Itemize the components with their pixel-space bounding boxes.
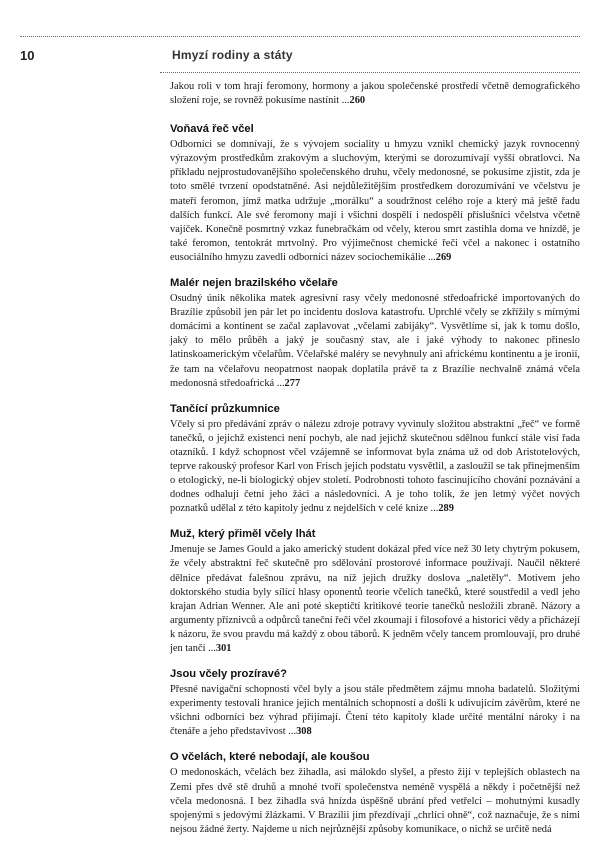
header-dotted-rule: [160, 72, 580, 73]
section-heading: Voňavá řeč včel: [170, 123, 254, 136]
section-text: Přesné navigační schopnosti včel byly a jsou stále předmětem zájmu mnoha badatelů. Složitými experimenty testovali hranice jejich mentálních schopností a došli k udivujícím závěrům, které ne všichni odborníci bez výhrad přijímají. Čtení této kapitoly klade určité mentální nároky i na čtenáře a jeho představivost ...: [170, 684, 580, 738]
section-paragraph: [170, 766, 580, 836]
section-text: Osudný únik několika matek agresivní rasy včely medonosné středoafrické importovaných do Brazílie způsobil jen pár let po incidentu doslova katastrofu. Uprchlé včely se zkřížily s mírnými domácími a kontinent se začal zaplavovat „včelami zabijáky“. Vysvětlíme si, jak k tomu došlo, jaký to mělo průběh a jaký je současný stav, ale i jaké výhody to nakonec přineslo latinskoamerickým včelařům. Včelařské maléry se nevyhnuly ani africkému kontinentu a je ironií, že tam na včelařovu neopatrnost naopak doplatila právě ta z Brazílie nechvalně známá včela medonosná středoafrická ...: [170, 293, 580, 389]
top-dotted-rule: [20, 36, 580, 37]
section-paragraph: [170, 418, 580, 517]
section-paragraph: [170, 292, 580, 391]
table-of-contents-body: [170, 80, 580, 848]
section-text: O medonoskách, včelách bez žihadla, asi málokdo slyšel, a přesto žijí v teplejších oblastech na Zemi přes dvě stě druhů a mnohé tvoří společenstva neméně vyspělá a někdy i početnější než včela medonosná. I bez žihadla svá hnízda úspěšně ubrání před vetřelci – mohutnými kusadly spojenými s jedovými žlázkami. V Brazílii jim přezdívají „chrlíci ohně“, což naznačuje, že s nimi nejsou žádné žerty. Najdeme u nich nejrůznější způsoby komunikace, o nichž se určitě nedá: [170, 767, 580, 835]
section-heading: O včelách, které nebodají, ale koušou: [170, 751, 370, 764]
section-muz-ktery-primel-vcely-lhat: [170, 527, 580, 656]
section-vonava-rec-vcel: [170, 122, 580, 265]
section-paragraph: [170, 138, 580, 265]
section-page-ref: 289: [438, 503, 454, 515]
page-number: 10: [20, 48, 35, 63]
section-page-ref: 301: [215, 643, 232, 654]
section-heading: Malér nejen brazilského včelaře: [170, 277, 338, 290]
section-heading: Tančící průzkumnice: [170, 402, 280, 415]
page-header: [20, 48, 580, 68]
section-text: Jmenuje se James Gould a jako americký student dokázal před více než 30 lety chytrým pokusem, že včely abstraktní řeč skutečně pro sdělování prostorové informace používají. Naučil některé dělnice předávat falešnou zprávu, na níž jejich družky doslova „naletěly“. Motivem jeho doktorského studia byly sílící hlasy oponentů teorie včelích tanečků, které soustředil a vedl jeho krajan Adrian Wenner. Ale ani poté skeptičtí kritikové teorie tanečků nesložili zbraně. Názory a argumenty příznivců a odpůrců taneční řeči včel zkoumají i filosofové a historici vědy a přicházejí k názoru, že svou pravdu má každý z obou táborů. K jedněm včely tancem promlouvají, pro druhé jen tančí ...: [170, 544, 580, 654]
section-jsou-vcely-prozirave: [170, 667, 580, 739]
section-page-ref: 308: [296, 726, 312, 738]
section-maler-brazilskeho-vcelare: [170, 276, 580, 391]
section-text: Odborníci se domnívají, že s vývojem sociality u hmyzu vznikl chemický jazyk rovnocenný výrazovým prostředkům zrakovým a sluchovým, kterými se dorozumívají vyšší obratlovci. Na příkladu nejprostudovanějšího společenského druhu, včely medonosné, se pokusíme zjistit, zda je toto smělé tvrzení opodstatněné. Asi nejdůležitějším prostředkem dorozumívání ve včelstvu je mateří feromon, jímž matka udržuje „morálku“ a soudržnost celého roje a který má ještě řadu dalších funkcí. Ale své feromony mají i všichni dospělí i nedospělí příslušníci včelstva včetně vajíček. Konečně posmrtný vzkaz funebračkám od včely, kterou smrt zastihla doma ve hnízdě, je také feromon, tentokrát mrtvolný. Pro výjimečnost chemické řeči včel a nakonec i ostatního eusociálního hmyzu zavedli odborníci název sociochemikálie ...: [170, 139, 580, 263]
section-page-ref: 277: [284, 377, 301, 389]
section-page-ref: 269: [435, 251, 452, 263]
section-tancici-pruzkumnice: [170, 402, 580, 517]
section-heading: Muž, který přiměl včely lhát: [170, 528, 316, 541]
section-text: Včely si pro předávání zpráv o nálezu zdroje potravy vyvinuly složitou abstraktní „řeč“ ve formě tanečků, o jejichž existenci není pochyb, ale nad jejichž skutečnou sdělnou funkcí stále visí řada otazníků. I když schopnost včel vzájemně se informovat byla známa už od dob Aristotelových, teprve rakouský profesor Karl von Frisch jejich podstatu vysvětlil, a zasloužil se tak přinejmenším o etologický, ne-li biologický objev století. Podrobnosti tohoto fascinujícího chování poznávání a dodnes odhalují četní jeho žáci a následovníci. A je toho tolik, že jen letmý výčet nových poznatků udělal z této kapitoly jednu z nejdelších v celé knize ...: [170, 418, 580, 515]
intro-paragraph: [170, 80, 580, 108]
running-title: Hmyzí rodiny a státy: [172, 48, 293, 62]
intro-page-ref: 260: [349, 95, 366, 107]
section-paragraph: [170, 683, 580, 739]
section-o-vcelach-ktere-nebodaji: [170, 750, 580, 836]
section-heading: Jsou včely prozíravé?: [170, 668, 287, 681]
section-paragraph: [170, 543, 580, 656]
intro-text: Jakou roli v tom hrají feromony, hormony a jakou společenské prostředí včetně demografického složení roje, se rovněž pokusíme nastínit ...: [170, 81, 580, 107]
